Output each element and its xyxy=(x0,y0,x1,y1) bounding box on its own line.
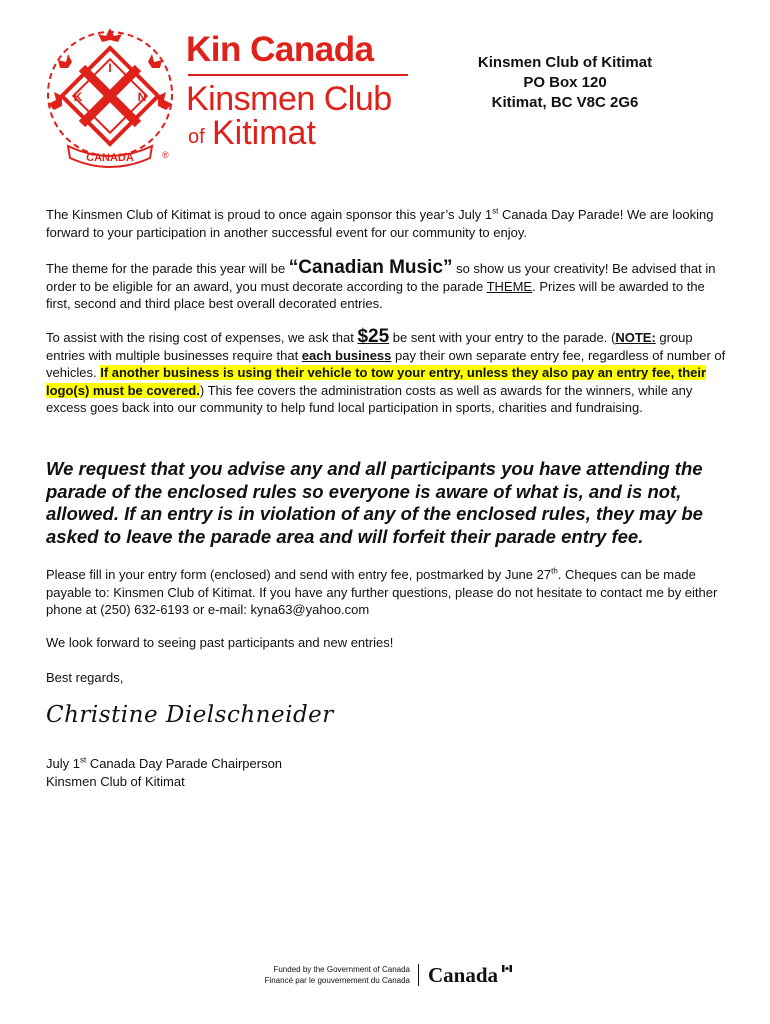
paragraph-entry-form xyxy=(46,566,726,619)
canada-flag-icon xyxy=(502,965,512,972)
theme-text-a: The theme for the parade this year will be xyxy=(46,261,289,276)
intro-sup: st xyxy=(492,206,499,216)
theme-text-b: so show us your creativity! Be advised that in order to be eligible for an award, you must decorate according to the parade xyxy=(46,261,716,294)
brand-kinsmen-club: Kinsmen Club xyxy=(186,80,392,118)
entry-text-a: Please fill in your entry form (enclosed) and send with entry fee, postmarked by June 27 xyxy=(46,567,552,582)
brand-divider xyxy=(188,74,408,76)
closing: Best regards, xyxy=(46,670,124,685)
theme-text-c: . Prizes will be awarded to the first, second and third place best overall decorated entries. xyxy=(46,278,705,311)
paragraph-look-forward: We look forward to seeing past participants and new entries! xyxy=(46,635,394,650)
theme-name: “Canadian Music” xyxy=(288,257,453,278)
funding-french: Financé par le gouvernement du Canada xyxy=(264,976,410,985)
theme-word: THEME xyxy=(486,278,533,294)
fee-text-c: group entries with multiple businesses require that xyxy=(46,330,693,363)
brand-of: of xyxy=(188,126,205,148)
logo-banner-text: CANADA xyxy=(86,152,134,164)
address-line-box: PO Box 120 xyxy=(523,74,607,91)
logo-letter-i: I xyxy=(108,61,112,75)
government-funding-footer xyxy=(252,964,517,990)
footer-divider xyxy=(418,964,419,986)
address-line-name: Kinsmen Club of Kitimat xyxy=(477,54,653,71)
signer-title-a: July 1 xyxy=(46,756,80,771)
signer-title-b: Canada Day Parade Chairperson xyxy=(86,756,283,771)
paragraph-fee xyxy=(46,328,726,417)
entry-text-b: . Cheques can be made payable to: Kinsmen Club of Kitimat. If you have any further questions, please do not hesitate to contact me by either phone at (250) 632-6193 or e-mail: kyna63@yahoo.com xyxy=(46,567,718,617)
return-address xyxy=(455,53,675,113)
fee-highlight: If another business is using their vehicle to tow your entry, unless they also pay an entry fee, their logo(s) must be covered. xyxy=(46,365,707,398)
fee-text-d: pay their own separate entry fee, regardless of number of vehicles. xyxy=(46,347,726,380)
kin-canada-crest-logo xyxy=(40,24,180,174)
funding-english: Funded by the Government of Canada xyxy=(273,965,410,974)
signer-org: Kinsmen Club of Kitimat xyxy=(46,774,185,789)
fee-note-label: NOTE: xyxy=(615,330,656,345)
address-line-city: Kitimat, BC V8C 2G6 xyxy=(491,94,639,111)
signature: Christine Dielschneider xyxy=(46,702,334,728)
intro-text-a: The Kinsmen Club of Kitimat is proud to once again sponsor this year’s July 1 xyxy=(46,207,493,222)
logo-letter-n: N xyxy=(137,90,147,104)
fee-text-a: To assist with the rising cost of expenses, we ask that xyxy=(46,330,358,345)
signer-title xyxy=(46,755,726,773)
fee-text-b: be sent with your entry to the parade. ( xyxy=(389,330,616,345)
brand-kitimat: Kitimat xyxy=(212,114,316,152)
paragraph-intro xyxy=(46,206,726,241)
paragraph-theme xyxy=(46,259,726,313)
brand-kin-canada: Kin Canada xyxy=(186,30,374,69)
canada-wordmark: Canada xyxy=(428,963,499,987)
rules-notice: We request that you advise any and all participants you have attending the parade of the enclosed rules so everyone is aware of what is, and is not, allowed. If an entry is in violation of any of the enclosed rules, they may be asked to leave the parade area and will forfeit their parade entry fee. xyxy=(46,458,703,547)
logo-letter-k: K xyxy=(73,90,83,104)
fee-text-e: ) This fee covers the administration costs as well as awards for the winners, while any excess goes back into our community to help fund local participation in sports, charities and fundraising. xyxy=(46,382,693,415)
signer-title-sup: st xyxy=(79,755,87,765)
registered-mark: ® xyxy=(162,150,169,160)
funding-text xyxy=(252,964,410,986)
intro-text-b: Canada Day Parade! We are looking forward to your participation in another successful event for our community to enjoy. xyxy=(46,207,714,240)
entry-sup: th xyxy=(551,566,558,576)
fee-each-business: each business xyxy=(301,347,392,363)
fee-amount: $25 xyxy=(357,326,390,347)
